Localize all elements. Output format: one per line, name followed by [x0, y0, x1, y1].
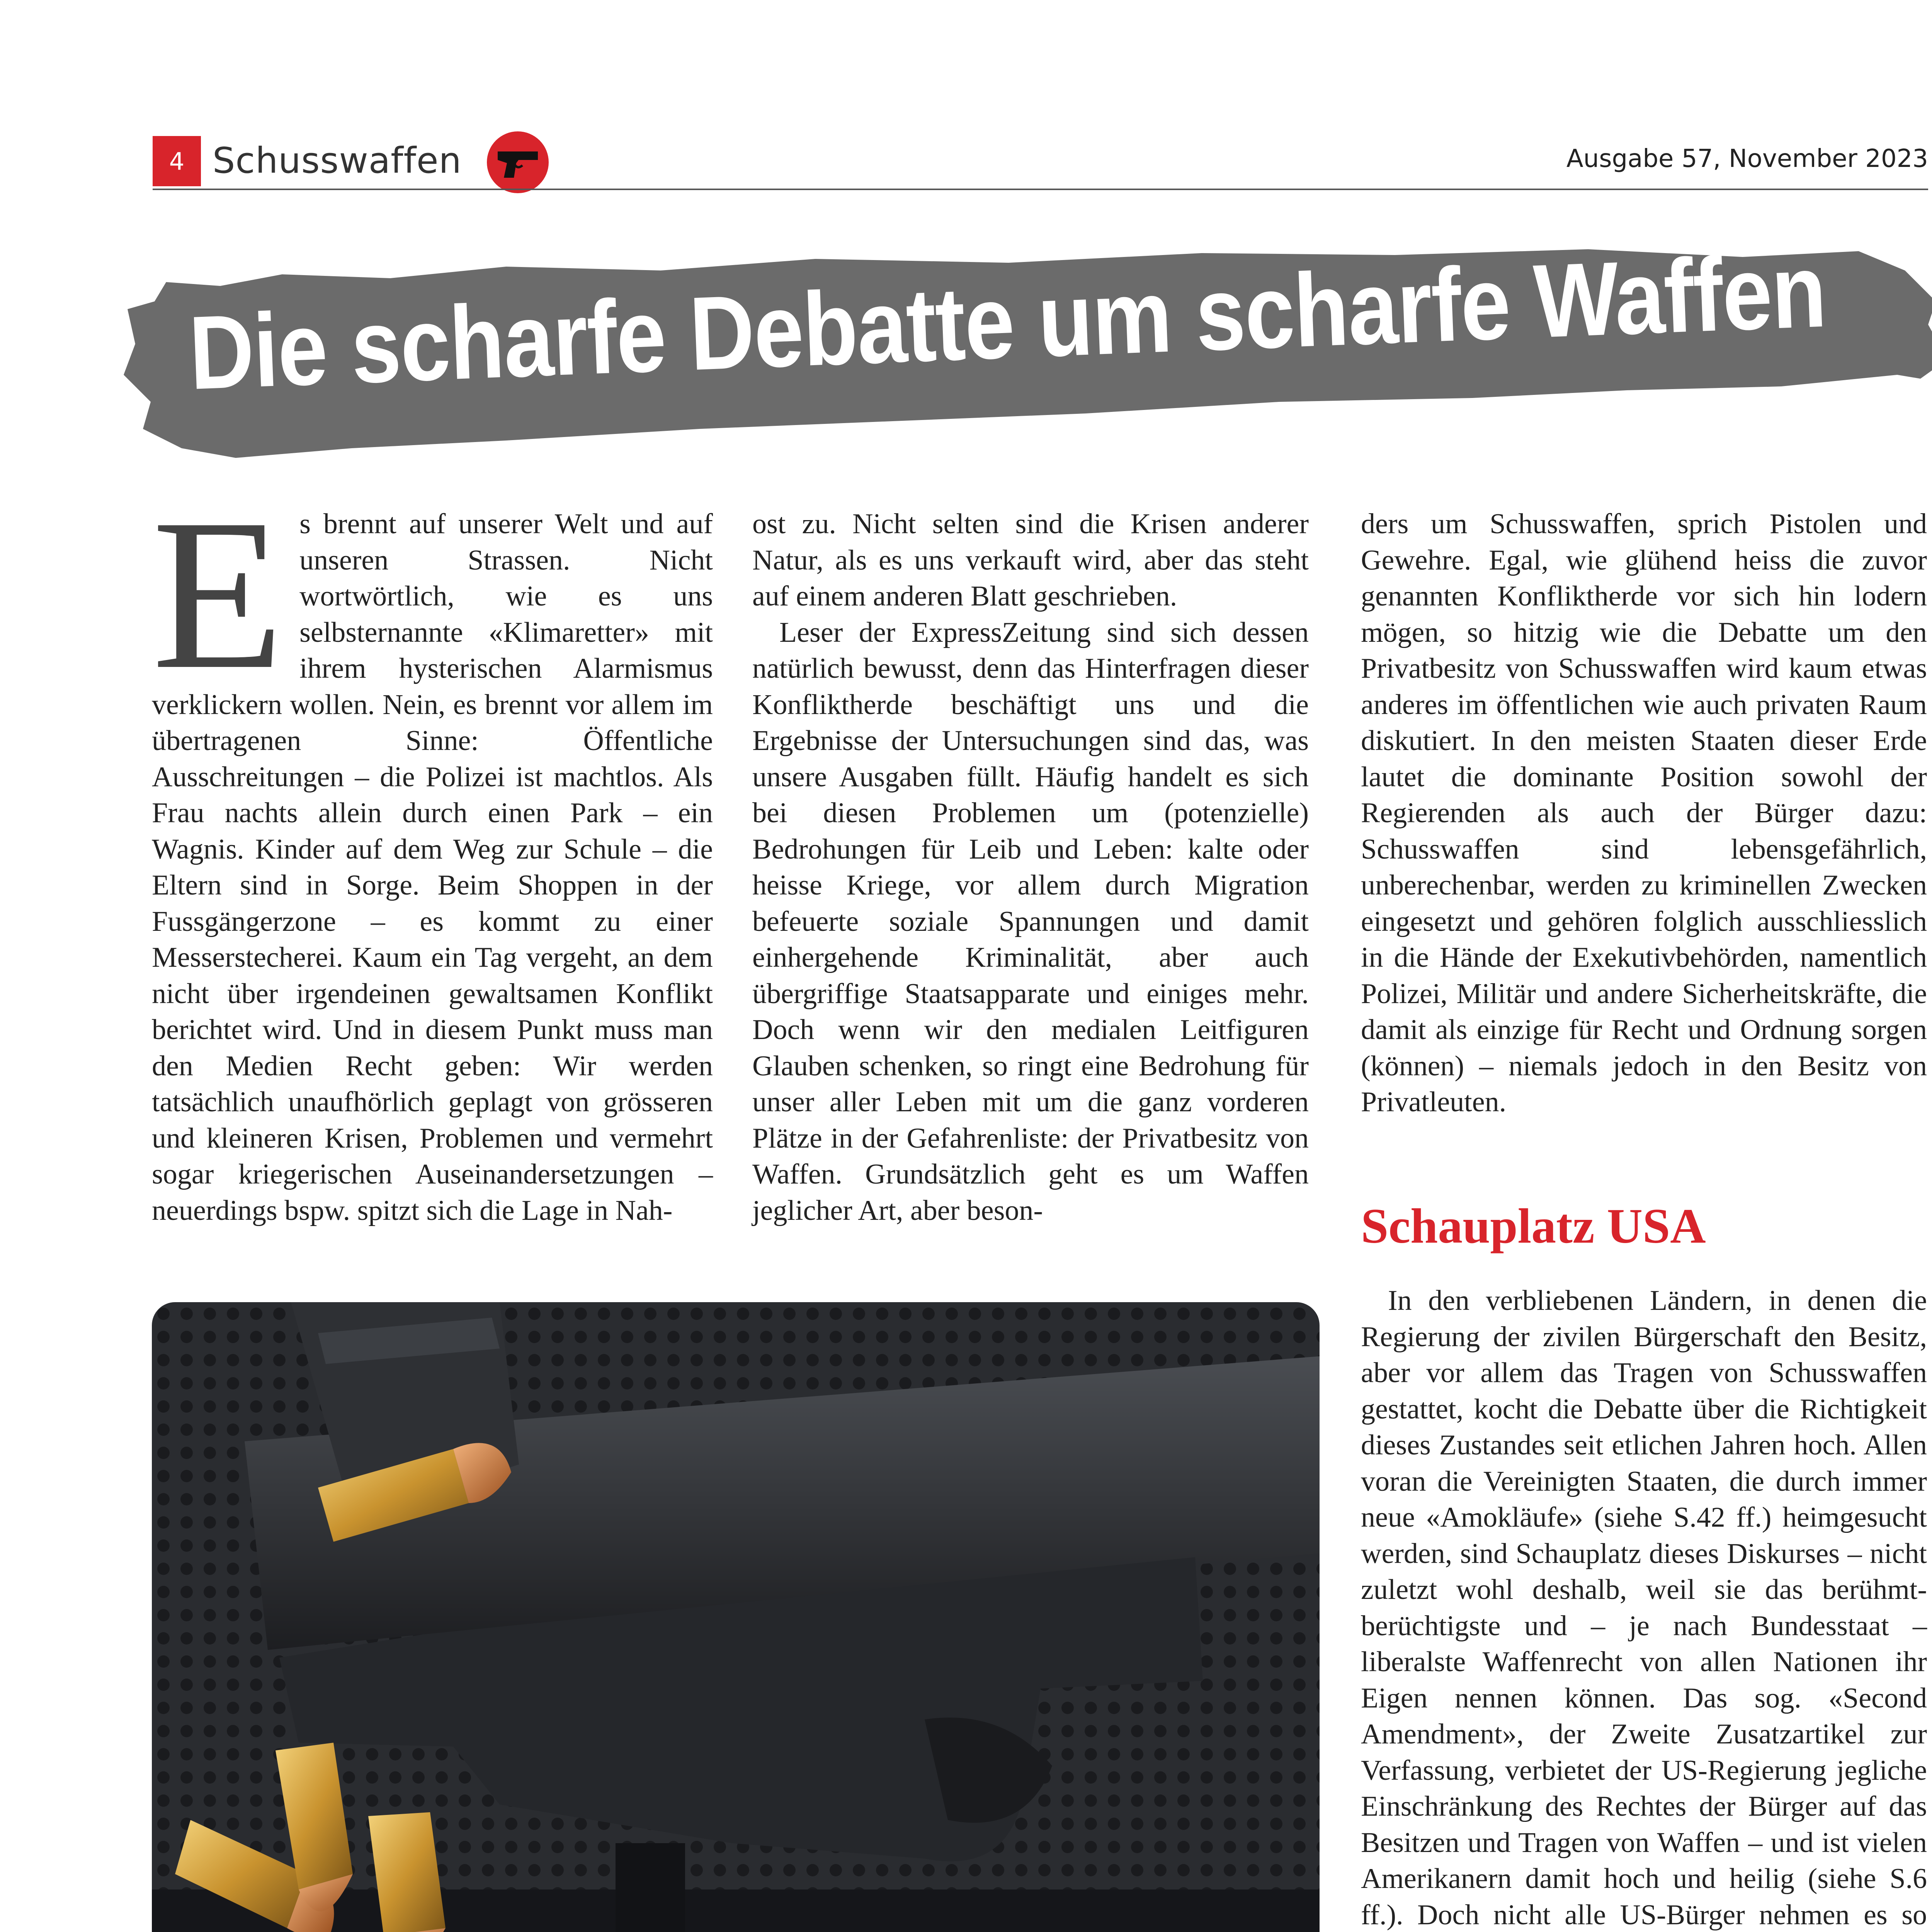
section-title: Schusswaffen	[213, 140, 462, 181]
article-headline: Die scharfe Debatte um scharfe Waffen	[187, 232, 1828, 412]
intro-paragraph: s brennt auf unserer Welt und auf unseren Strassen. Nicht wortwörtlich, wie es uns selbsternannte «Klimaretter» mit ihrem hysterischen Alarmismus verklickern wollen. Nein, es brennt vor allem im übertragenen Sinne: Öffentliche Ausschreitungen – die Polizei ist machtlos. Als Frau nachts allein durch einen Park – ein Wagnis. Kinder auf dem Weg zur Schule – die Eltern sind in Sorge. Beim Shoppen in der Fussgängerzone – es kommt zu einer Messerstecherei. Kaum ein Tag vergeht, an dem nicht über irgendeinen gewaltsamen Konflikt berichtet wird. Und in diesem Punkt muss man den Medien Recht geben: Wir werden tatsächlich unaufhörlich geplagt von grösseren und kleineren Krisen, Problemen und vermehrt sogar kriegerischen Auseinandersetzungen – neuerdings bspw. spitzt sich die Lage in Nah-	[152, 508, 713, 1226]
page-number: 4	[153, 136, 201, 186]
issue-label: Ausgabe 57, November 2023	[1566, 145, 1928, 173]
body-column-2	[752, 506, 1309, 1229]
drop-cap: E	[152, 474, 284, 714]
pistol-icon	[487, 131, 549, 193]
page-header	[153, 136, 1928, 186]
subheading-usa: Schauplatz USA	[1361, 1199, 1706, 1253]
col2-paragraph-2: Leser der ExpressZeitung sind sich dessen natürlich bewusst, denn das Hinterfragen dieser Konfliktherde beschäftigt uns und die Ergebnisse der Untersuchungen sind das, was unsere Ausgaben füllt. Häufig handelt es sich bei diesen Problemen um (potenzielle) Bedrohungen für Leib und Leben: kalte oder heisse Kriege, vor allem durch Migration befeuerte soziale Spannungen und damit einhergehende Kriminalität, aber auch übergriffige Staatsapparate und einiges mehr. Doch wenn wir den medialen Leitfiguren Glauben schenken, so ringt eine Bedrohung für unser aller Leben mit um die ganz vorderen Plätze in der Gefahrenliste: der Privatbesitz von Waffen. Grundsätzlich geht es um Waffen jeglicher Art, aber beson-	[752, 616, 1309, 1226]
pistol-photo	[152, 1302, 1320, 1932]
body-column-3	[1361, 506, 1927, 1121]
col2-paragraph-1: ost zu. Nicht selten sind die Krisen anderer Natur, als es uns verkauft wird, aber das steht auf einem anderen Blatt geschrieben.	[752, 508, 1309, 612]
body-column-1	[152, 474, 713, 1229]
body-column-3-continued	[1361, 1283, 1927, 1932]
col3-paragraph: ders um Schusswaffen, sprich Pistolen und Gewehre. Egal, wie glühend heiss die zuvor genannten Konfliktherde vor sich hin lodern mögen, so hitzig wie die Debatte um den Privatbesitz von Schusswaffen wird kaum etwas anderes im öffentlichen wie auch privaten Raum diskutiert. In den meisten Staaten dieser Erde lautet die dominante Position sowohl der Regierenden als auch der Bürger dazu: Schusswaffen sind lebensgefährlich, unberechenbar, werden zu kriminellen Zwecken eingesetzt und gehören folglich ausschliesslich in die Hände der Exekutivbehörden, namentlich Polizei, Militär und andere Sicherheitskräfte, die damit als einzige für Recht und Ordnung sorgen (können) – niemals jedoch in den Besitz von Privatleuten.	[1361, 508, 1927, 1118]
headline-banner	[120, 232, 1932, 464]
usa-paragraph: In den verbliebenen Ländern, in denen die Regierung der zivilen Bürgerschaft den Besitz, aber vor allem das Tragen von Schusswaffen gestattet, kocht die Debatte über die Richtigkeit dieses Zustandes seit etlichen Jahren hoch. Allen voran die Vereinigten Staaten, die durch immer neue «Amokläufe» (siehe S.42 ff.) heimgesucht werden, sind Schauplatz dieses Diskurses – nicht zuletzt wohl deshalb, weil sie das berühmt-berüchtigste und – je nach Bundesstaat – liberalste Waffenrecht von allen Nationen ihr Eigen nennen können. Das sog. «Second Amendment», der Zweite Zusatzartikel zur Verfassung, verbietet der US-Regierung jegliche Einschränkung des Rechtes der Bürger auf das Besitzen und Tragen von Waffen – und ist vielen Amerikanern damit hoch und heilig (siehe S.6 ff.). Doch nicht alle US-Bürger nehmen es so	[1361, 1285, 1927, 1931]
header-divider	[153, 189, 1928, 190]
